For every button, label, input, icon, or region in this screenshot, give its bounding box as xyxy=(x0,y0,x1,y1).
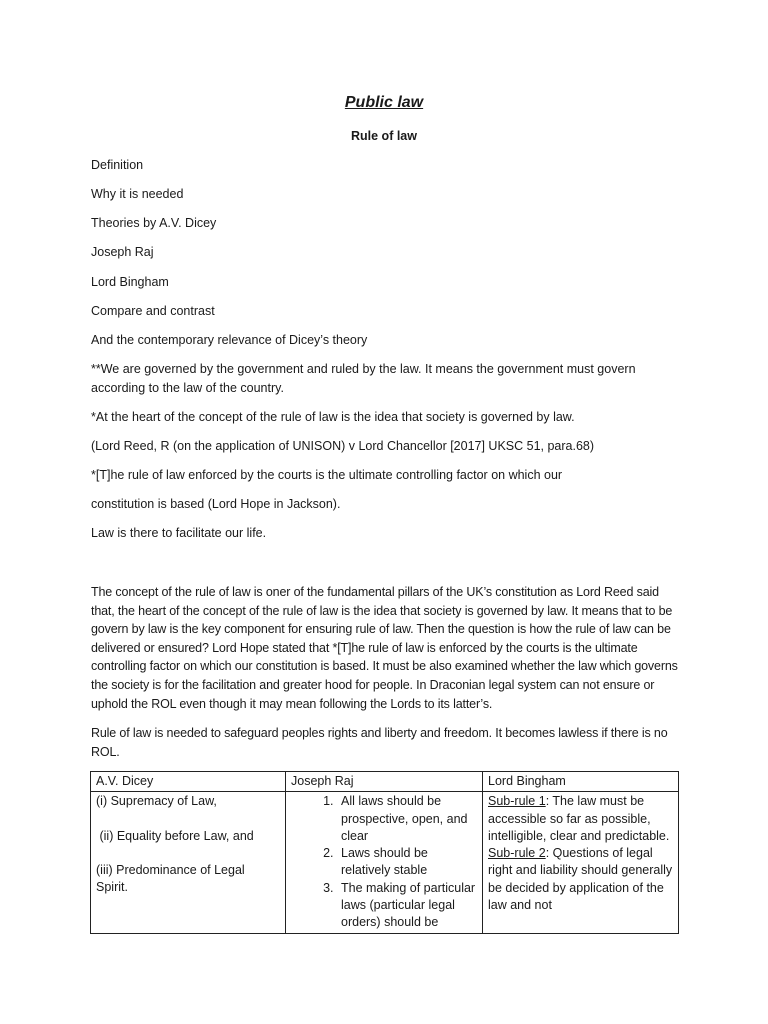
raj-cell xyxy=(286,792,483,933)
bingham-subrule xyxy=(488,793,673,845)
subrule-label: Sub-rule 1 xyxy=(488,794,546,809)
raj-principle: 3. The making of particular laws (particular legal orders) should be xyxy=(337,880,477,932)
note-line: **We are governed by the government and ruled by the law. It means the government must govern xyxy=(91,362,636,376)
dicey-cell xyxy=(91,792,286,933)
bingham-subrule xyxy=(488,845,673,914)
table-header-row xyxy=(91,772,679,792)
subrule-text: : The law must be accessible so far as possible, intelligible, clear and predictable. xyxy=(488,794,670,843)
outline-item: Why it is needed xyxy=(91,187,184,201)
note-line: (Lord Reed, R (on the application of UNISON) v Lord Chancellor [2017] UKSC 51, para.68) xyxy=(91,439,595,453)
note-line: constitution is based (Lord Hope in Jackson). xyxy=(91,497,341,511)
table-header-bingham: Lord Bingham xyxy=(483,772,679,792)
note-line: Law is there to facilitate our life. xyxy=(91,526,267,540)
subrule-label: Sub-rule 2 xyxy=(488,846,546,861)
body-paragraph: The concept of the rule of law is oner of the fundamental pillars of the UK’s constitution as Lord Reed said that, the heart of the concept of the rule of law is the idea that society is governed by law. It means that to be govern by law is the key component for ensuring rule of law. Then the question is how the rule of law can be delivered or ensured? Lord Hope stated that *[T]he rule of law is enforced by the courts is the ultimate controlling factor on which our constitution is based. It must be also examined whether the law which governs the society is for the facilitation and greater hood for people. In Draconian legal system can not ensure or uphold the ROL even though it may mean following the Lords to its latter’s. xyxy=(91,585,678,711)
note-line: according to the law of the country. xyxy=(91,381,284,395)
note-line: *At the heart of the concept of the rule of law is the idea that society is governed by law. xyxy=(91,410,575,424)
document-subtitle: Rule of law xyxy=(351,129,417,143)
raj-principle: 2. Laws should be relatively stable xyxy=(337,845,477,880)
document-title: Public law xyxy=(344,94,424,111)
outline-item: Definition xyxy=(91,158,144,172)
table-row xyxy=(91,792,679,933)
dicey-principle: (i) Supremacy of Law, xyxy=(96,794,217,809)
body-paragraph: Rule of law is needed to safeguard peoples rights and liberty and freedom. It becomes lawless if there is no ROL. xyxy=(91,726,668,759)
raj-principle: 1. All laws should be prospective, open, and clear xyxy=(337,793,477,845)
comparison-table xyxy=(90,771,679,934)
note-line: *[T]he rule of law enforced by the courts is the ultimate controlling factor on which our xyxy=(91,468,563,482)
table-header-raj: Joseph Raj xyxy=(286,772,483,792)
table-header-dicey: A.V. Dicey xyxy=(91,772,286,792)
bingham-cell xyxy=(483,792,679,933)
outline-item: And the contemporary relevance of Dicey’s theory xyxy=(91,333,368,347)
outline-item: Joseph Raj xyxy=(91,245,154,259)
dicey-principle: (iii) Predominance of Legal Spirit. xyxy=(96,862,245,895)
subrule-text: : Questions of legal right and liability should generally be decided by application of the law and not xyxy=(488,846,673,913)
outline-item: Compare and contrast xyxy=(91,304,215,318)
outline-item: Theories by A.V. Dicey xyxy=(91,216,217,230)
outline-item: Lord Bingham xyxy=(91,275,169,289)
raj-principles-list xyxy=(291,793,477,931)
dicey-principle: (ii) Equality before Law, and xyxy=(96,828,254,843)
